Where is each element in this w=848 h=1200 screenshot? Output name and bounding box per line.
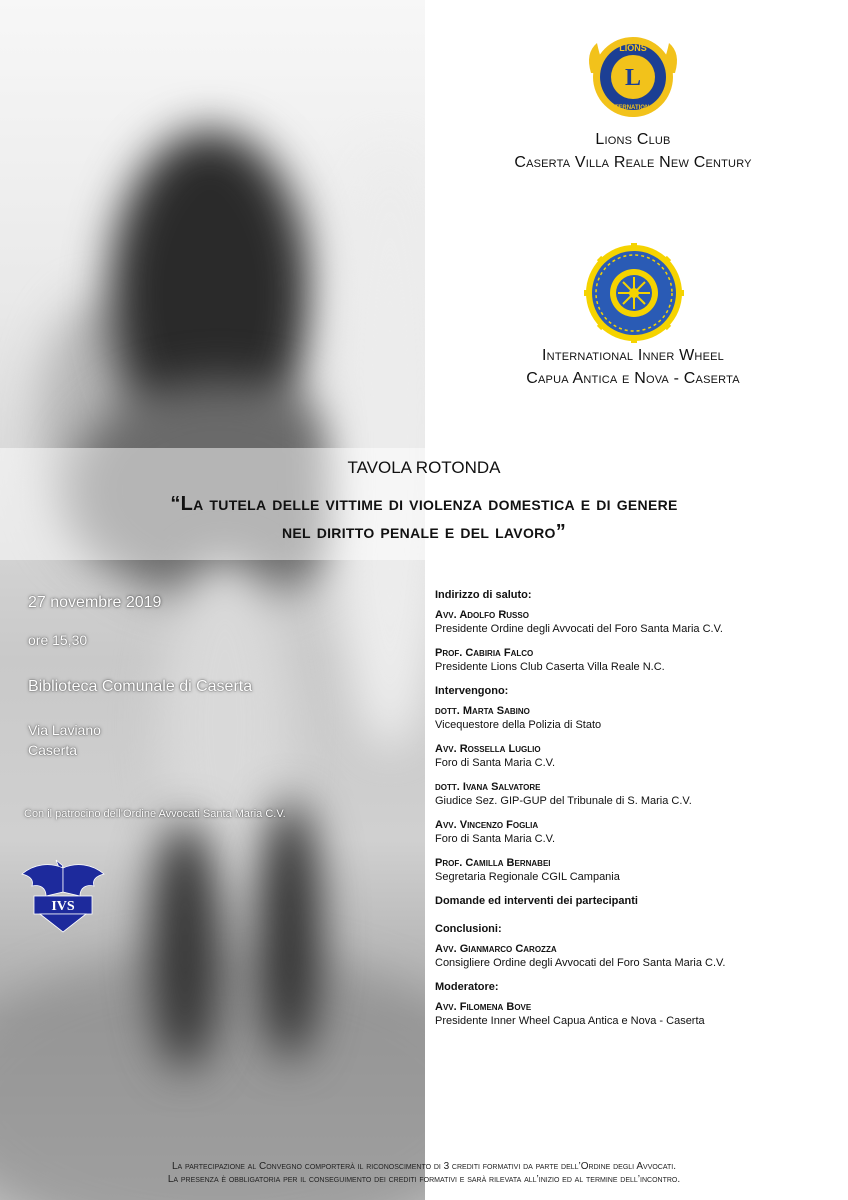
inner-wheel-name xyxy=(433,344,833,390)
speaker-name: Avv. Gianmarco Carozza xyxy=(435,943,557,955)
conclusions-entry xyxy=(435,942,835,970)
event-title-line2: nel diritto penale e del lavoro” xyxy=(281,521,567,543)
speaker-role: Segretaria Regionale CGIL Campania xyxy=(435,871,620,883)
moderator-entry xyxy=(435,1000,835,1028)
speaker-entry xyxy=(435,818,835,846)
inner-wheel-logo xyxy=(584,243,684,343)
footer-line2: La presenza è obbligatoria per il conseguimento dei crediti formativi e sarà rilevata all’inizio ed al termine dell’incontro. xyxy=(167,1174,681,1185)
event-time: ore 15,30 xyxy=(28,632,88,648)
svg-text:LIONS: LIONS xyxy=(619,43,647,53)
speaker-role: Foro di Santa Maria C.V. xyxy=(435,757,556,769)
inner-wheel-line1: International Inner Wheel xyxy=(542,347,724,364)
questions-label: Domande ed interventi dei partecipanti xyxy=(435,895,638,907)
speaker-name: dott. Ivana Salvatore xyxy=(435,781,541,793)
greetings-label: Indirizzo di saluto: xyxy=(435,589,532,601)
speaker-role: Presidente Lions Club Caserta Villa Reale N.C. xyxy=(435,661,665,673)
lions-club-name xyxy=(433,128,833,174)
footer-note xyxy=(0,1160,848,1186)
bar-association-logo xyxy=(20,858,106,934)
speaker-name: Prof. Camilla Bernabei xyxy=(435,857,551,869)
inner-wheel-line2: Capua Antica e Nova - Caserta xyxy=(526,370,740,387)
speaker-name: Prof. Cabiria Falco xyxy=(435,647,534,659)
program xyxy=(435,588,835,1038)
speaker-role: Presidente Inner Wheel Capua Antica e Nova - Caserta xyxy=(435,1015,705,1027)
event-venue: Biblioteca Comunale di Caserta xyxy=(28,678,253,695)
event-type: TAVOLA ROTONDA xyxy=(347,458,501,477)
speaker-name: dott. Marta Sabino xyxy=(435,705,530,717)
speaker-role: Vicequestore della Polizia di Stato xyxy=(435,719,602,731)
speaker-role: Presidente Ordine degli Avvocati del Foro Santa Maria C.V. xyxy=(435,623,723,635)
speaker-role: Giudice Sez. GIP-GUP del Tribunale di S. Maria C.V. xyxy=(435,795,692,807)
speaker-role: Consigliere Ordine degli Avvocati del Foro Santa Maria C.V. xyxy=(435,957,726,969)
event-title-line1: “La tutela delle vittime di violenza domestica e di genere xyxy=(170,493,678,515)
speaker-role: Foro di Santa Maria C.V. xyxy=(435,833,556,845)
patronage-note: Con il patrocino dell’Ordine Avvocati Santa Maria C.V. xyxy=(24,808,286,820)
moderator-label: Moderatore: xyxy=(435,981,499,993)
svg-text:IVS: IVS xyxy=(51,899,75,914)
speaker-entry xyxy=(435,856,835,884)
footer-line1: La partecipazione al Convegno comporterà il riconoscimento di 3 crediti formativi da parte dell’Ordine degli Avvocati. xyxy=(171,1161,677,1172)
speakers-label: Intervengono: xyxy=(435,685,509,697)
speaker-name: Avv. Adolfo Russo xyxy=(435,609,529,621)
conclusions-label: Conclusioni: xyxy=(435,923,502,935)
event-address xyxy=(28,720,101,760)
speaker-entry xyxy=(435,704,835,732)
speaker-entry xyxy=(435,780,835,808)
speaker-entry xyxy=(435,742,835,770)
speaker-name: Avv. Vincenzo Foglia xyxy=(435,819,539,831)
svg-text:L: L xyxy=(624,65,642,91)
event-title xyxy=(0,490,848,546)
lions-international-logo xyxy=(583,33,683,121)
svg-text:INTERNATIONAL: INTERNATIONAL xyxy=(608,105,658,111)
event-city: Caserta xyxy=(28,742,78,758)
lions-club-line1: Lions Club xyxy=(595,131,671,148)
lions-club-line2: Caserta Villa Reale New Century xyxy=(514,154,752,171)
speaker-name: Avv. Filomena Bove xyxy=(435,1001,532,1013)
speaker-name: Avv. Rossella Luglio xyxy=(435,743,541,755)
greeting-entry xyxy=(435,608,835,636)
event-date: 27 novembre 2019 xyxy=(28,594,162,611)
event-street: Via Laviano xyxy=(28,722,101,738)
greeting-entry xyxy=(435,646,835,674)
